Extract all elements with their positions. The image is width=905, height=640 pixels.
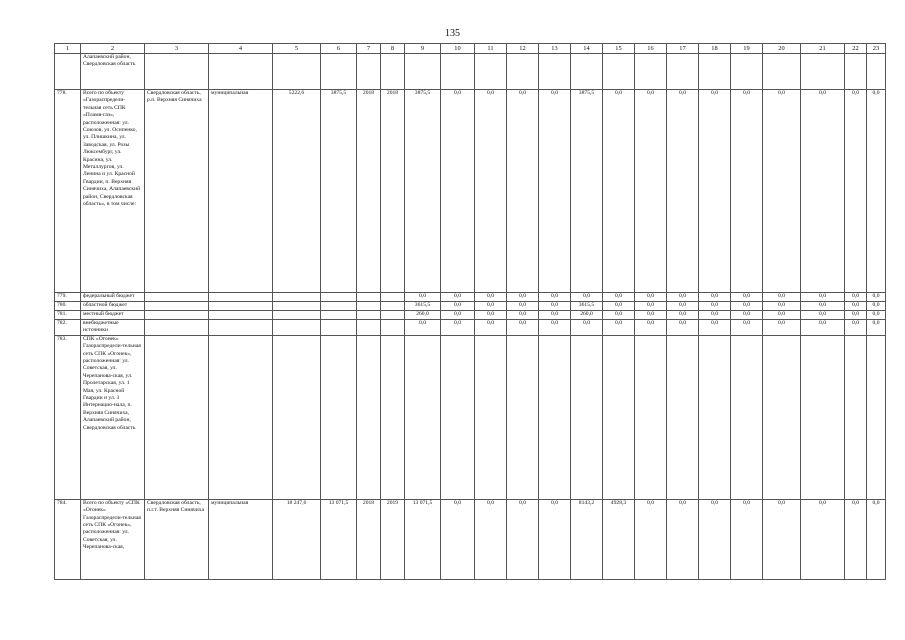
table-cell	[321, 335, 357, 499]
table-cell: 0,0	[801, 320, 845, 336]
table-row	[55, 54, 886, 90]
table-cell	[845, 335, 867, 499]
table-cell: 8143,2	[571, 499, 603, 579]
object-name-cell: Алапаевский район, Свердловская область	[81, 54, 145, 90]
column-header: 23	[867, 44, 886, 54]
table-cell: 0,0	[539, 293, 571, 302]
table-cell: 0,0	[845, 499, 867, 579]
table-cell: 0,0	[475, 311, 507, 320]
table-cell	[441, 54, 475, 90]
table-cell	[145, 54, 209, 90]
table-cell	[273, 311, 321, 320]
table-cell: Свердловская область, п.г.т. Верхняя Синячиха	[145, 499, 209, 579]
column-header: 8	[381, 44, 405, 54]
table-cell: 0,0	[801, 293, 845, 302]
table-cell	[381, 293, 405, 302]
table-cell	[209, 302, 273, 311]
table-cell: 0,0	[507, 302, 539, 311]
column-header: 11	[475, 44, 507, 54]
table-cell: 0,0	[441, 499, 475, 579]
table-cell	[209, 335, 273, 499]
table-cell	[867, 335, 886, 499]
table-cell: 2018	[357, 90, 381, 293]
object-name-cell: Всего по объекту «Газораспредели-тельная сеть СПК «Пламя-газ», расположенная: ул. Союзов, ул. Осипенко, ул. Плишкина, ул. Заводская, ул. Розы Люксембург, ул. Красина, ул. Металлургов, ул. Ленина и ул. Красной Гвардии, п. Верхняя Синячиха, Алапаевский район, Свердловская область», в том числе:	[81, 90, 145, 293]
table-cell: 0,0	[667, 90, 699, 293]
table-cell: 0,0	[763, 90, 801, 293]
column-header: 6	[321, 44, 357, 54]
row-number-cell: 781.	[55, 311, 81, 320]
budget-table	[54, 43, 886, 580]
table-cell	[441, 335, 475, 499]
table-cell: 0,0	[867, 302, 886, 311]
column-header: 21	[801, 44, 845, 54]
table-cell: 3875,5	[571, 90, 603, 293]
table-cell: 0,0	[731, 293, 763, 302]
table-cell: 0,0	[405, 293, 441, 302]
column-header: 7	[357, 44, 381, 54]
column-header: 17	[667, 44, 699, 54]
table-cell	[273, 335, 321, 499]
table-cell	[357, 54, 381, 90]
table-cell: 0,0	[699, 311, 731, 320]
table-cell	[145, 320, 209, 336]
column-header: 15	[603, 44, 635, 54]
table-cell	[381, 320, 405, 336]
row-number-cell: 780.	[55, 302, 81, 311]
table-cell	[357, 335, 381, 499]
table-cell: 0,0	[507, 90, 539, 293]
table-cell	[699, 54, 731, 90]
table-cell: 0,0	[539, 499, 571, 579]
table-row	[55, 335, 886, 499]
table-cell: Свердловская область, р.п. Верхняя Синячиха	[145, 90, 209, 293]
table-cell: 0,0	[763, 302, 801, 311]
table-cell: 0,0	[571, 320, 603, 336]
table-cell: 0,0	[667, 311, 699, 320]
table-cell: 0,0	[475, 293, 507, 302]
table-cell: 0,0	[845, 293, 867, 302]
column-header: 18	[699, 44, 731, 54]
table-cell: 0,0	[507, 293, 539, 302]
table-cell: 0,0	[507, 499, 539, 579]
table-cell: 3615,5	[405, 302, 441, 311]
table-cell: 0,0	[845, 302, 867, 311]
table-cell: 0,0	[539, 320, 571, 336]
table-cell: 0,0	[441, 90, 475, 293]
column-header: 19	[731, 44, 763, 54]
table-cell: 0,0	[845, 320, 867, 336]
table-cell: 0,0	[441, 311, 475, 320]
table-cell: 0,0	[867, 320, 886, 336]
table-cell: муниципальная	[209, 90, 273, 293]
table-cell	[381, 302, 405, 311]
table-cell	[603, 335, 635, 499]
object-name-cell: областной бюджет	[81, 302, 145, 311]
table-cell: 0,0	[603, 320, 635, 336]
table-cell: муниципальная	[209, 499, 273, 579]
table-cell: 4928,3	[603, 499, 635, 579]
table-cell	[539, 335, 571, 499]
table-row	[55, 499, 886, 579]
column-header: 22	[845, 44, 867, 54]
table-cell	[867, 54, 886, 90]
table-cell	[667, 54, 699, 90]
table-cell: 0,0	[867, 90, 886, 293]
table-cell: 0,0	[867, 499, 886, 579]
table-cell: 0,0	[475, 499, 507, 579]
table-cell	[273, 293, 321, 302]
table-cell	[635, 54, 667, 90]
table-cell: 0,0	[845, 311, 867, 320]
column-header: 4	[209, 44, 273, 54]
table-row	[55, 320, 886, 336]
table-cell	[571, 335, 603, 499]
table-cell: 0,0	[603, 90, 635, 293]
table-cell: 0,0	[801, 90, 845, 293]
object-name-cell: внебюджетные источники	[81, 320, 145, 336]
table-cell: 0,0	[475, 320, 507, 336]
table-cell: 0,0	[699, 90, 731, 293]
table-cell: 0,0	[867, 293, 886, 302]
table-cell: 0,0	[667, 293, 699, 302]
column-header: 13	[539, 44, 571, 54]
table-cell: 0,0	[603, 311, 635, 320]
table-cell	[357, 311, 381, 320]
table-cell	[321, 311, 357, 320]
table-cell: 260,0	[571, 311, 603, 320]
table-cell: 0,0	[603, 293, 635, 302]
table-cell: 0,0	[801, 311, 845, 320]
table-cell	[731, 335, 763, 499]
table-cell: 0,0	[801, 499, 845, 579]
table-cell	[475, 335, 507, 499]
table-cell: 0,0	[475, 90, 507, 293]
table-cell: 260,0	[405, 311, 441, 320]
table-row	[55, 293, 886, 302]
table-cell: 5222,6	[273, 90, 321, 293]
table-cell	[801, 54, 845, 90]
table-cell	[209, 311, 273, 320]
object-name-cell: федеральный бюджет	[81, 293, 145, 302]
table-cell: 0,0	[667, 499, 699, 579]
table-cell: 2018	[357, 499, 381, 579]
table-cell: 0,0	[507, 311, 539, 320]
table-cell: 0,0	[475, 302, 507, 311]
table-cell: 0,0	[731, 311, 763, 320]
table-cell: 0,0	[441, 320, 475, 336]
table-cell	[273, 302, 321, 311]
table-cell	[731, 54, 763, 90]
table-cell	[321, 320, 357, 336]
table-cell	[571, 54, 603, 90]
table-cell	[699, 335, 731, 499]
table-cell	[475, 54, 507, 90]
table-cell: 0,0	[635, 302, 667, 311]
table-cell	[763, 54, 801, 90]
table-cell	[507, 54, 539, 90]
table-cell: 0,0	[635, 311, 667, 320]
row-number-cell: 782.	[55, 320, 81, 336]
object-name-cell: местный бюджет	[81, 311, 145, 320]
table-cell: 0,0	[801, 302, 845, 311]
table-cell: 0,0	[603, 302, 635, 311]
table-cell: 0,0	[635, 90, 667, 293]
object-name-cell: СПК «Огонек» Газораспредели-тельная сеть СПК «Огонек», расположенная: ул. Советская, ул. Черепанова-ская, ул. Пролетарская, ул. 1 Мая, ул. Красной Гвардии и ул. 3 Интернацио-нала, п. Верхняя Синячиха, Алапаевский район, Свердловская область	[81, 335, 145, 499]
table-cell: 0,0	[635, 320, 667, 336]
table-cell: 0,0	[763, 311, 801, 320]
table-cell	[145, 293, 209, 302]
table-cell: 0,0	[507, 320, 539, 336]
table-cell	[667, 335, 699, 499]
table-cell	[357, 320, 381, 336]
table-cell: 0,0	[441, 302, 475, 311]
table-cell	[273, 320, 321, 336]
column-header: 5	[273, 44, 321, 54]
row-number-cell: 783.	[55, 335, 81, 499]
table-cell: 0,0	[699, 320, 731, 336]
table-row	[55, 311, 886, 320]
table-row	[55, 90, 886, 293]
table-cell: 0,0	[699, 302, 731, 311]
row-number-cell: 779.	[55, 293, 81, 302]
table-cell	[635, 335, 667, 499]
table-cell: 0,0	[699, 499, 731, 579]
table-cell: 2018	[381, 90, 405, 293]
table-cell: 0,0	[571, 293, 603, 302]
table-cell: 0,0	[731, 320, 763, 336]
column-header: 14	[571, 44, 603, 54]
table-cell: 3875,5	[405, 90, 441, 293]
table-cell: 18 247,6	[273, 499, 321, 579]
table-cell: 0,0	[441, 293, 475, 302]
table-cell	[145, 302, 209, 311]
table-cell	[145, 335, 209, 499]
table-cell: 0,0	[405, 320, 441, 336]
table-cell: 3615,5	[571, 302, 603, 311]
table-cell	[507, 335, 539, 499]
table-cell	[603, 54, 635, 90]
table-cell: 0,0	[731, 499, 763, 579]
table-cell: 3875,5	[321, 90, 357, 293]
table-row	[55, 302, 886, 311]
table-cell	[801, 335, 845, 499]
table-cell	[405, 335, 441, 499]
row-number-cell: 784.	[55, 499, 81, 579]
table-cell	[321, 54, 357, 90]
table-cell: 13 071,5	[405, 499, 441, 579]
table-cell: 0,0	[539, 311, 571, 320]
column-header: 3	[145, 44, 209, 54]
column-header: 2	[81, 44, 145, 54]
table-cell: 2019	[381, 499, 405, 579]
page-number: 135	[445, 28, 460, 39]
table-cell	[845, 54, 867, 90]
table-cell	[763, 335, 801, 499]
row-number-cell: 778.	[55, 90, 81, 293]
table-cell: 0,0	[667, 320, 699, 336]
table-cell	[405, 54, 441, 90]
table-cell: 0,0	[763, 320, 801, 336]
column-header: 9	[405, 44, 441, 54]
table-cell: 0,0	[845, 90, 867, 293]
column-header: 16	[635, 44, 667, 54]
table-cell	[381, 335, 405, 499]
table-cell	[145, 311, 209, 320]
column-header: 1	[55, 44, 81, 54]
table-cell: 0,0	[539, 302, 571, 311]
table-cell: 0,0	[867, 311, 886, 320]
table-cell: 0,0	[763, 499, 801, 579]
column-header: 12	[507, 44, 539, 54]
table-cell	[273, 54, 321, 90]
table-cell: 0,0	[731, 90, 763, 293]
table-cell: 0,0	[667, 302, 699, 311]
table-cell	[381, 311, 405, 320]
row-number-cell	[55, 54, 81, 90]
table-cell: 0,0	[763, 293, 801, 302]
column-header: 10	[441, 44, 475, 54]
table-cell	[209, 54, 273, 90]
table-cell	[321, 302, 357, 311]
table-cell: 0,0	[635, 499, 667, 579]
table-cell: 0,0	[699, 293, 731, 302]
table-cell	[357, 302, 381, 311]
table-cell	[321, 293, 357, 302]
table-cell: 0,0	[731, 302, 763, 311]
table-cell	[357, 293, 381, 302]
header-row	[55, 44, 886, 54]
column-header: 20	[763, 44, 801, 54]
table-cell	[381, 54, 405, 90]
table-cell: 0,0	[539, 90, 571, 293]
table-cell	[209, 293, 273, 302]
table-cell: 13 071,5	[321, 499, 357, 579]
table-cell	[539, 54, 571, 90]
object-name-cell: Всего по объекту «СПК «Огонек» Газораспредели-тельная сеть СПК «Огонек», расположенная: ул. Советская, ул. Черепанова-ская,	[81, 499, 145, 579]
table-cell: 0,0	[635, 293, 667, 302]
table-cell	[209, 320, 273, 336]
